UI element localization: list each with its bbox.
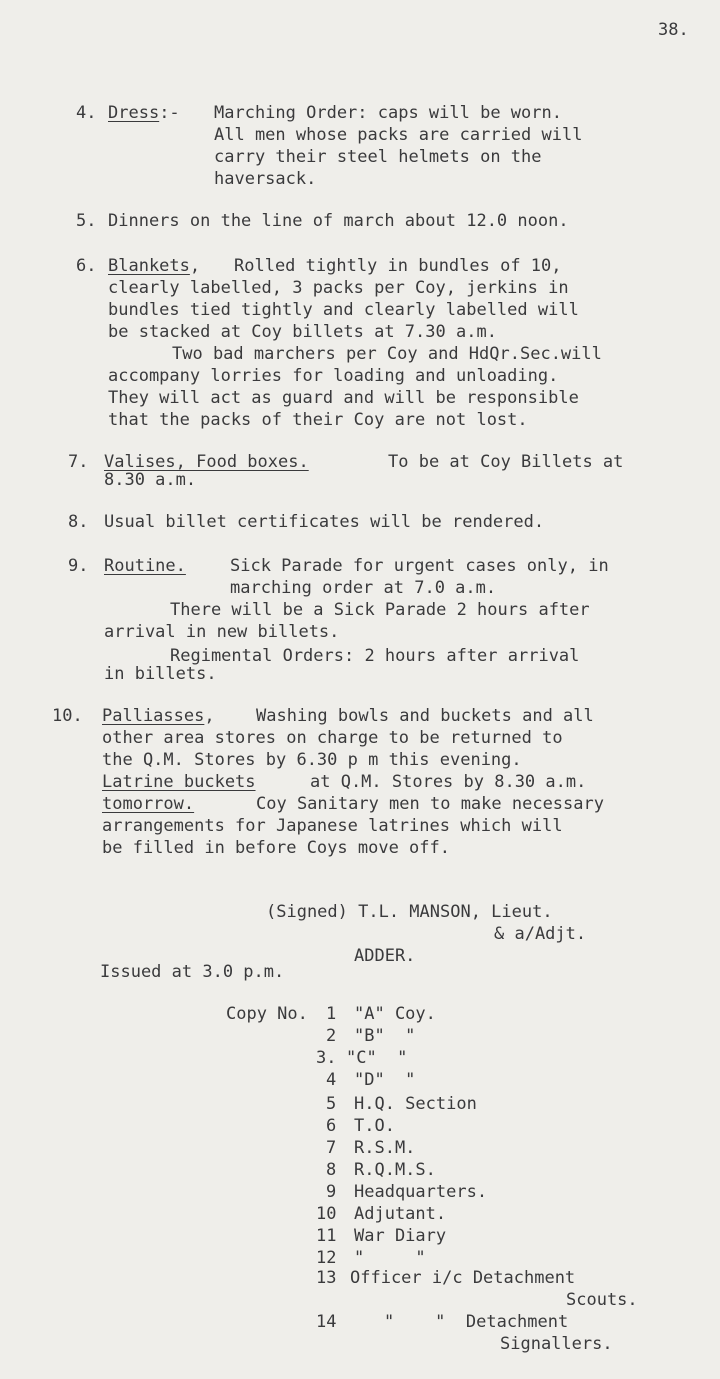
signature-title: & a/Adjt. — [494, 924, 587, 944]
item-10-number: 10. — [52, 706, 83, 726]
copy-recipient: T.O. — [354, 1116, 395, 1136]
item-7-line: To be at Coy Billets at — [388, 452, 624, 472]
signature-line: (Signed) T.L. MANSON, Lieut. — [266, 902, 553, 922]
item-10-line: Coy Sanitary men to make necessary — [256, 794, 604, 814]
copy-number: 4 — [326, 1070, 337, 1090]
copy-number: 13 — [316, 1268, 337, 1288]
copy-number: 1 — [326, 1004, 337, 1024]
copy-recipient: Adjutant. — [354, 1204, 447, 1224]
item-6-line: They will act as guard and will be responsible — [108, 388, 579, 408]
item-6-line: clearly labelled, 3 packs per Coy, jerkins in — [108, 278, 569, 298]
copy-recipient: "A" Coy. — [354, 1004, 436, 1024]
item-9-number: 9. — [68, 556, 89, 576]
copy-label: Copy No. — [226, 1004, 308, 1024]
copy-number: 11 — [316, 1226, 337, 1246]
item-10-underlined-word: tomorrow. — [102, 794, 195, 814]
item-10-line: other area stores on charge to be returned to — [102, 728, 563, 748]
copy-recipient: Headquarters. — [354, 1182, 488, 1202]
item-7-heading: Valises, Food boxes. — [104, 452, 309, 472]
page-number: 38. — [658, 20, 689, 40]
item-7-number: 7. — [68, 452, 89, 472]
copy-number: 6 — [326, 1116, 337, 1136]
item-7-line: 8.30 a.m. — [104, 470, 197, 490]
copy-recipient-cont: Signallers. — [500, 1334, 613, 1354]
copy-recipient: War Diary — [354, 1226, 447, 1246]
item-6-line: Two bad marchers per Coy and HdQr.Sec.will — [172, 344, 602, 364]
unit-name: ADDER. — [354, 946, 416, 966]
item-6-line: accompany lorries for loading and unloading. — [108, 366, 559, 386]
copy-number: 12 — [316, 1248, 337, 1268]
copy-number: 8 — [326, 1160, 337, 1180]
item-6-line: Rolled tightly in bundles of 10, — [234, 256, 562, 276]
item-9-line: Sick Parade for urgent cases only, in — [230, 556, 609, 576]
item-8-line: Usual billet certificates will be rendered. — [104, 512, 545, 532]
item-6-line: that the packs of their Coy are not lost. — [108, 410, 528, 430]
copy-number: 2 — [326, 1026, 337, 1046]
item-9-line: arrival in new billets. — [104, 622, 340, 642]
copy-recipient: "B" " — [354, 1026, 416, 1046]
copy-recipient-cont: Scouts. — [566, 1290, 638, 1310]
item-6-number: 6. — [76, 256, 97, 276]
copy-recipient: R.Q.M.S. — [354, 1160, 436, 1180]
item-9-line: There will be a Sick Parade 2 hours after — [170, 600, 590, 620]
copy-number: 10 — [316, 1204, 337, 1224]
copy-recipient: " " — [354, 1248, 426, 1268]
copy-recipient: Officer i/c Detachment — [350, 1268, 576, 1288]
copy-recipient: " " Detachment — [384, 1312, 569, 1332]
item-10-line: be filled in before Coys move off. — [102, 838, 450, 858]
copy-recipient: "D" " — [354, 1070, 416, 1090]
item-10-line: Washing bowls and buckets and all — [256, 706, 594, 726]
item-5-number: 5. — [76, 211, 97, 231]
item-4-heading: Dress:- — [108, 103, 180, 123]
item-10-heading: Palliasses, — [102, 706, 215, 726]
item-6-line: bundles tied tightly and clearly labelled will — [108, 300, 579, 320]
item-9-line: Regimental Orders: 2 hours after arrival — [170, 646, 580, 666]
copy-number: 9 — [326, 1182, 337, 1202]
item-4-line: carry their steel helmets on the — [214, 147, 542, 167]
item-9-line: in billets. — [104, 664, 217, 684]
item-10-line: the Q.M. Stores by 6.30 p m this evening. — [102, 750, 522, 770]
item-10-line: arrangements for Japanese latrines which will — [102, 816, 563, 836]
copy-number: 7 — [326, 1138, 337, 1158]
item-9-heading: Routine. — [104, 556, 186, 576]
item-4-line: Marching Order: caps will be worn. — [214, 103, 562, 123]
item-8-number: 8. — [68, 512, 89, 532]
item-10-heading-latrine: Latrine buckets — [102, 772, 256, 792]
copy-number: 5 — [326, 1094, 337, 1114]
item-5-line: Dinners on the line of march about 12.0 noon. — [108, 211, 569, 231]
item-4-line: All men whose packs are carried will — [214, 125, 583, 145]
copy-recipient: H.Q. Section — [354, 1094, 477, 1114]
item-6-heading: Blankets, — [108, 256, 201, 276]
item-10-line: at Q.M. Stores by 8.30 a.m. — [310, 772, 587, 792]
item-6-line: be stacked at Coy billets at 7.30 a.m. — [108, 322, 497, 342]
copy-number: 14 — [316, 1312, 337, 1332]
copy-recipient: "C" " — [346, 1048, 408, 1068]
copy-recipient: R.S.M. — [354, 1138, 416, 1158]
item-4-line: haversack. — [214, 169, 317, 189]
issued-time: Issued at 3.0 p.m. — [100, 962, 285, 982]
item-9-line: marching order at 7.0 a.m. — [230, 578, 497, 598]
item-4-number: 4. — [76, 103, 97, 123]
copy-number: 3. — [316, 1048, 337, 1068]
